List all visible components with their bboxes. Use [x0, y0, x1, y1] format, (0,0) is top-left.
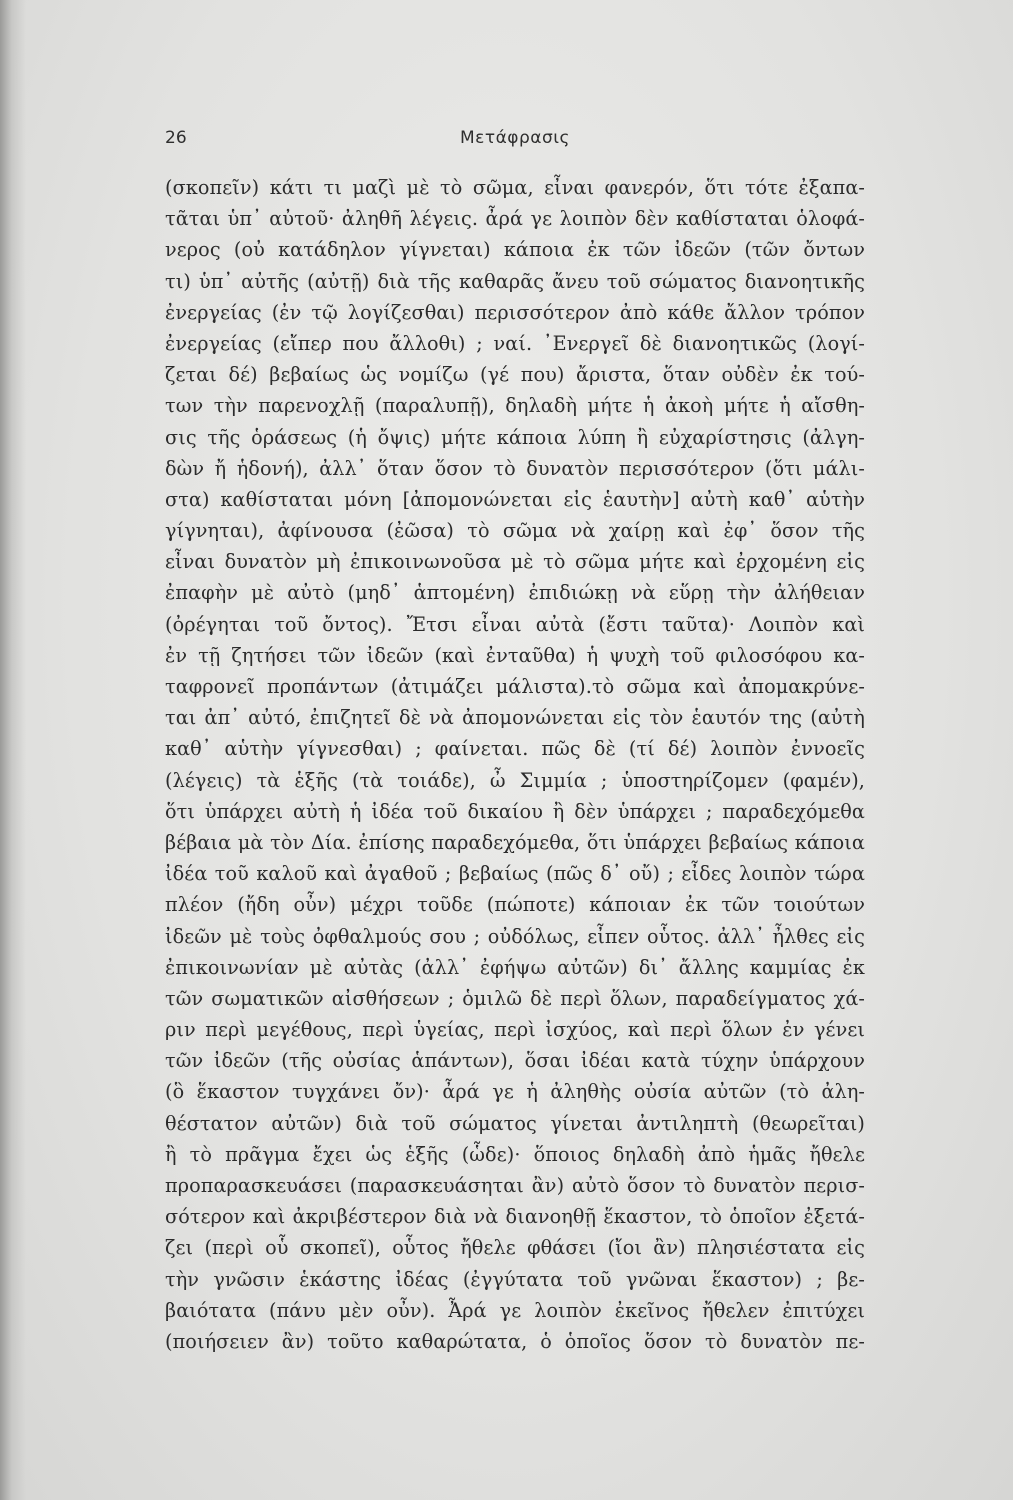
- text-line: δὼν ἤ ἡδονή), ἀλλ᾽ ὅταν ὅσον τὸ δυνατὸν περισσότερον (ὅτι μάλι-: [165, 456, 865, 480]
- text-line: (ὃ ἕκαστον τυγχάνει ὄν)· ἆρά γε ἡ ἀληθὴς οὐσία αὐτῶν (τὸ ἀλη-: [165, 1080, 865, 1104]
- text-line: ἢ τὸ πρᾶγμα ἔχει ὡς ἑξῆς (ὧδε)· ὅποιος δηλαδὴ ἀπὸ ἡμᾶς ἤθελε: [165, 1142, 865, 1166]
- text-line: βαιότατα (πάνυ μὲν οὖν). Ἆρά γε λοιπὸν ἐκεῖνος ἤθελεν ἐπιτύχει: [165, 1298, 865, 1322]
- text-line: προπαρασκευάσει (παρασκευάσηται ἂν) αὐτὸ ὅσον τὸ δυνατὸν περισ-: [165, 1174, 865, 1197]
- text-line: πλέον (ἤδη οὖν) μέχρι τοῦδε (πώποτε) κάποιαν ἐκ τῶν τοιούτων: [165, 893, 865, 917]
- translation-text: [165, 172, 865, 1357]
- text-line: γίγνηται), ἀφίνουσα (ἐῶσα) τὸ σῶμα νὰ χαίρῃ καὶ ἐφ᾽ ὅσον τῆς: [165, 519, 865, 543]
- text-line: των τὴν παρενοχλῇ (παραλυπῇ), δηλαδὴ μήτε ἡ ἀκοὴ μήτε ἡ αἴσθη-: [165, 394, 865, 418]
- text-line: ζει (περὶ οὗ σκοπεῖ), οὗτος ἤθελε φθάσει (ἴοι ἂν) πλησιέστατα εἰς: [165, 1236, 865, 1260]
- text-line: νερος (οὐ κατάδηλον γίγνεται) κάποια ἐκ τῶν ἰδεῶν (τῶν ὄντων: [165, 238, 865, 262]
- text-line: ταφρονεῖ προπάντων (ἀτιμάζει μάλιστα).τὸ σῶμα καὶ ἀπομακρύνε-: [165, 675, 865, 698]
- page-header: [165, 128, 865, 154]
- text-line: σότερον καὶ ἀκριβέστερον διὰ νὰ διανοηθῇ ἕκαστον, τὸ ὁποῖον ἐξετά-: [165, 1205, 865, 1229]
- text-line: ζεται δέ) βεβαίως ὡς νομίζω (γέ που) ἄριστα, ὅταν οὐδὲν ἐκ τού-: [165, 363, 865, 387]
- text-line: (ὀρέγηται τοῦ ὄντος). Ἔτσι εἶναι αὐτὰ (ἔστι ταῦτα)· Λοιπὸν καὶ: [165, 612, 865, 636]
- text-line: ἰδέα τοῦ καλοῦ καὶ ἀγαθοῦ ; βεβαίως (πῶς δ᾽ οὔ) ; εἶδες λοιπὸν τώρα: [165, 862, 865, 886]
- text-line: τὴν γνῶσιν ἑκάστης ἰδέας (ἐγγύτατα τοῦ γνῶναι ἕκαστον) ; βε-: [165, 1267, 865, 1291]
- text-line: εἶναι δυνατὸν μὴ ἐπικοινωνοῦσα μὲ τὸ σῶμα μήτε καὶ ἐρχομένη εἰς: [165, 550, 865, 574]
- text-line: ριν περὶ μεγέθους, περὶ ὑγείας, περὶ ἰσχύος, καὶ περὶ ὅλων ἐν γένει: [165, 1018, 865, 1042]
- text-line: καθ᾽ αὑτὴν γίγνεσθαι) ; φαίνεται. πῶς δὲ (τί δέ) λοιπὸν ἐννοεῖς: [165, 737, 865, 761]
- text-line: τῶν ἰδεῶν (τῆς οὐσίας ἁπάντων), ὅσαι ἰδέαι κατὰ τύχην ὑπάρχουν: [165, 1049, 865, 1073]
- text-line: τι) ὑπ᾽ αὐτῆς (αὐτῇ) διὰ τῆς καθαρᾶς ἄνευ τοῦ σώματος διανοητικῆς: [165, 269, 865, 293]
- text-line: στα) καθίσταται μόνη [ἀπομονώνεται εἰς ἑαυτὴν] αὐτὴ καθ᾽ αὑτὴν: [165, 487, 865, 511]
- text-line: ἐνεργείας (ἐν τῷ λογίζεσθαι) περισσότερον ἀπὸ κάθε ἄλλον τρόπον: [165, 300, 865, 324]
- binding-shadow: [0, 0, 26, 1500]
- text-line: βέβαια μὰ τὸν Δία. ἐπίσης παραδεχόμεθα, ὅτι ὑπάρχει βεβαίως κάποια: [165, 830, 865, 854]
- text-line: (σκοπεῖν) κάτι τι μαζὶ μὲ τὸ σῶμα, εἶναι φανερόν, ὅτι τότε ἐξαπα-: [165, 176, 865, 199]
- text-line: σις τῆς ὁράσεως (ἡ ὄψις) μήτε κάποια λύπη ἢ εὐχαρίστησις (ἀλγη-: [165, 425, 865, 449]
- running-title: Μετάφρασις: [459, 128, 570, 148]
- text-line: (λέγεις) τὰ ἑξῆς (τὰ τοιάδε), ὦ Σιμμία ; ὑποστηρίζομεν (φαμέν),: [165, 768, 865, 792]
- text-line: ἐπικοινωνίαν μὲ αὐτὰς (ἀλλ᾽ ἐφήψω αὐτῶν) δι᾽ ἄλλης καμμίας ἐκ: [165, 955, 865, 979]
- text-line: τῶν σωματικῶν αἰσθήσεων ; ὁμιλῶ δὲ περὶ ὅλων, παραδείγματος χά-: [165, 986, 865, 1010]
- page-number: 26: [165, 128, 187, 148]
- text-line: ται ἀπ᾽ αὐτό, ἐπιζητεῖ δὲ νὰ ἀπομονώνεται εἰς τὸν ἑαυτόν της (αὐτὴ: [165, 706, 865, 730]
- text-line: ἰδεῶν μὲ τοὺς ὀφθαλμούς σου ; οὐδόλως, εἶπεν οὗτος. ἀλλ᾽ ἦλθες εἰς: [165, 924, 865, 948]
- text-line: ὅτι ὑπάρχει αὐτὴ ἡ ἰδέα τοῦ δικαίου ἢ δὲν ὑπάρχει ; παραδεχόμεθα: [165, 799, 865, 823]
- text-line: ἐνεργείας (εἴπερ που ἄλλοθι) ; ναί. ᾿Ενεργεῖ δὲ διανοητικῶς (λογί-: [165, 331, 865, 355]
- text-line: ἐν τῇ ζητήσει τῶν ἰδεῶν (καὶ ἐνταῦθα) ἡ ψυχὴ τοῦ φιλοσόφου κα-: [165, 643, 865, 667]
- text-line: ἐπαφὴν μὲ αὐτὸ (μηδ᾽ ἁπτομένη) ἐπιδιώκῃ νὰ εὕρῃ τὴν ἀλήθειαν: [165, 581, 865, 605]
- text-line: θέστατον αὐτῶν) διὰ τοῦ σώματος γίνεται ἀντιληπτὴ (θεωρεῖται): [165, 1111, 865, 1135]
- text-line: (ποιήσειεν ἂν) τοῦτο καθαρώτατα, ὁ ὁποῖος ὅσον τὸ δυνατὸν πε-: [165, 1329, 865, 1353]
- text-line: τᾶται ὑπ᾽ αὐτοῦ· ἀληθῆ λέγεις. ἆρά γε λοιπὸν δὲν καθίσταται ὁλοφά-: [165, 207, 865, 231]
